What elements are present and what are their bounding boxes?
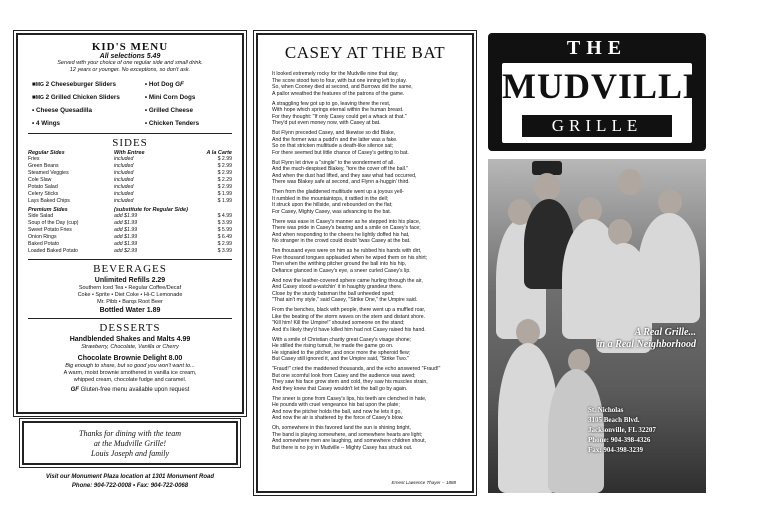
poem-stanza: The sneer is gone from Casey's lips, his teeth are clenched in hate, He pounds with cruel vengeance his bat upon the plate; And now the pitcher holds the ball, and now he lets it go, And now the air is shattered by the force of Casey's blow.	[272, 395, 427, 421]
side-row	[28, 241, 232, 248]
side-cell: included	[114, 191, 134, 197]
list-item: • Grilled Cheese	[144, 107, 193, 114]
side-cell: $ 2.99	[217, 156, 232, 162]
thanks-line: at the Mudville Grille!	[93, 439, 167, 448]
all-selections-price: All selections 5.49	[99, 53, 161, 60]
side-cell: $ 6.49	[217, 234, 232, 240]
bottled-water-price: Bottled Water 1.89	[99, 307, 161, 314]
side-cell: $ 2.29	[217, 177, 232, 183]
poem-stanza: A straggling few got up to go, leaving there the rest, With hope which springs eternal within the human breast. For they thought: "If only Casey could get a whack at that." They'd put even money now, with Casey at bat.	[272, 100, 407, 126]
side-cell: add $2.99	[114, 248, 138, 254]
poem-stanza: But Flynn preceded Casey, and likewise so did Blake, And the former was a pudd'n and the latter was a fake. So on that stricken multitude a death-like silence sat; For there seemed but little chance of Casey's getting to bat.	[272, 130, 409, 156]
poem-stanza: From the benches, black with people, there went up a muffled roar, Like the beating of the storm waves on the stern and distant shore. "Kill him! Kill the Umpire!" shouted someone on the stand; And it's likely they'd have killed him had not Casey raised his hand.	[272, 307, 426, 333]
side-cell: add $1.99	[114, 220, 138, 226]
logo-name: MUDVILLE	[502, 66, 709, 106]
player-head	[608, 219, 632, 245]
footer-address: Visit our Monument Plaza location at 1301 Monument Road	[45, 474, 215, 480]
logo-the: THE	[566, 37, 628, 59]
tagline	[597, 327, 696, 351]
poem-stanza: It looked extremely rocky for the Mudville nine that day; The score stood two to four, with but one inning left to play. So, when Cooney died at second, and Burrows did the same, A pallor wreathed the features of the patrons of the game.	[272, 71, 413, 97]
side-cell: Green Beans	[28, 163, 59, 169]
poem-box	[256, 33, 474, 493]
poem-stanza: But Flynn let drive a "single" to the wonderment of all. And the much-despised Blakey, "tore the cover off the ball." And when the dust had lifted, and they saw what had occurred, There was Blakey safe at second, and Flynn a-huggin' third.	[272, 159, 417, 185]
side-cell: $ 2.99	[217, 184, 232, 190]
divider	[28, 259, 232, 260]
player-head	[534, 173, 560, 201]
side-cell: included	[114, 156, 134, 162]
side-cell: Steamed Veggies	[28, 170, 69, 176]
side-cell: Lays Baked Chips	[28, 198, 70, 204]
player-head	[516, 319, 540, 345]
side-cell: $ 2.99	[217, 163, 232, 169]
side-cell: $ 4.99	[217, 213, 232, 219]
beverage-line: Coke • Sprite • Diet Coke • Hi-C Lemonade	[77, 292, 183, 298]
kids-note-2: 12 years or younger. No exceptions, so don't ask.	[69, 67, 191, 73]
side-row	[28, 248, 232, 255]
side-cell: add $1.99	[114, 227, 138, 233]
brownie-item: Chocolate Brownie Delight 8.00	[77, 355, 183, 362]
side-cell: add $1.99	[114, 241, 138, 247]
poem-stanza: There was ease in Casey's manner as he stepped into his place, There was pride in Casey's bearing and a smile on Casey's face; And when responding to the cheers he lightly doffed his hat, No stranger in the crowd could doubt 'twas Casey at the bat.	[272, 218, 421, 244]
address-block	[588, 405, 698, 455]
kids-note-1: Served with your choice of one regular side and small drink.	[57, 60, 203, 66]
shakes-flavors: Strawberry, Chocolate, Vanilla or Cherry	[81, 344, 179, 350]
menu-box	[16, 33, 244, 414]
side-cell: add $1.99	[114, 234, 138, 240]
regular-sides-list	[28, 156, 232, 205]
list-item: ■MG 2 Grilled Chicken Sliders	[32, 94, 120, 101]
side-cell: $ 3.99	[217, 248, 232, 254]
sides-header: Regular Sides With Entree A la Carte	[28, 150, 232, 156]
footer-phone: Phone: 904-722-0008 • Fax: 904-722-0068	[71, 483, 189, 489]
side-cell: Soup of the Day (cup)	[28, 220, 79, 226]
brownie-description: A warm, moist brownie smothered in vanilla ice cream,	[63, 370, 197, 376]
street-address: 3105 Beach Blvd.	[588, 416, 640, 424]
side-cell: included	[114, 177, 134, 183]
side-row	[28, 234, 232, 241]
desserts-title: DESSERTS	[99, 322, 161, 334]
list-item: • 4 Wings	[32, 120, 61, 127]
gluten-note: GF Gluten-free menu available upon request	[70, 387, 190, 393]
side-row	[28, 198, 232, 205]
side-row	[28, 177, 232, 184]
kids-panel	[16, 33, 244, 493]
side-cell: Cole Slaw	[28, 177, 52, 183]
side-row	[28, 156, 232, 163]
kids-menu-title: KID'S MENU	[91, 41, 169, 53]
brownie-description: Big enough to share, but so good you won't want to...	[65, 363, 195, 369]
poem-stanza: Ten thousand eyes were on him as he rubbed his hands with dirt, Five thousand tongues applauded when he wiped them on his shirt; Then when the writhing pitcher ground the ball into his hip, Defiance glanced in Casey's eye, a sneer curled Casey's lip.	[272, 248, 428, 274]
side-cell: included	[114, 198, 134, 204]
poem-title: CASEY AT THE BAT	[284, 43, 446, 62]
divider	[28, 318, 232, 319]
side-row	[28, 227, 232, 234]
phone-number: Phone: 904-398-4326	[588, 436, 651, 444]
side-cell: included	[114, 170, 134, 176]
brownie-description: whipped cream, chocolate fudge and caramel.	[73, 377, 187, 383]
divider	[28, 133, 232, 134]
side-cell: Loaded Baked Potato	[28, 248, 78, 254]
premium-header: Premium Sides (substitute for Regular Side)	[28, 207, 188, 213]
beverage-line: Southern Iced Tea • Regular Coffee/Decaf	[78, 285, 182, 291]
list-item: • Mini Corn Dogs	[144, 94, 196, 101]
team-photo	[488, 159, 706, 493]
poem-body	[272, 71, 458, 451]
side-cell: $ 1.99	[217, 191, 232, 197]
cover-panel	[488, 33, 709, 493]
poem-stanza: Oh, somewhere in this favored land the sun is shining bright, The band is playing somewhere, and somewhere hearts are light; And somewhere men are laughing, and somewhere children shout, But there is no joy in Mudville -- Mighty Casey has struck out.	[272, 425, 426, 451]
side-row	[28, 220, 232, 227]
poem-stanza: With a smile of Christian charity great Casey's visage shone; He stilled the rising tumult, he made the game go on. He signaled to the pitcher, and once more the spheroid flew; But Casey still ignored it, and the Umpire said, "Strike Two."	[272, 336, 412, 362]
side-cell: Baked Potato	[28, 241, 60, 247]
side-cell: $ 2.99	[217, 241, 232, 247]
sides-title: SIDES	[112, 137, 148, 149]
shakes-item: Handblended Shakes and Malts 4.99	[69, 336, 191, 343]
mudville-logo	[488, 33, 709, 151]
poem-stanza: Then from the gladdened multitude went up a joyous yell- It rumbled in the mountaintops, it rattled in the dell; It struck upon the hillside, and rebounded on the flat; For Casey, Mighty Casey, was advancing to the bat.	[272, 189, 404, 215]
side-row	[28, 184, 232, 191]
list-item: • Hot Dog GF	[144, 81, 184, 88]
player-head	[618, 169, 642, 195]
side-cell: add $1.99	[114, 213, 138, 219]
list-item: • Chicken Tenders	[144, 120, 200, 127]
thanks-line: Thanks for dining with the team	[79, 429, 181, 438]
premium-sides-list	[28, 213, 232, 255]
side-row	[28, 191, 232, 198]
tagline-line: in a Real Neighborhood	[596, 339, 696, 350]
side-cell: Potato Salad	[28, 184, 58, 190]
side-cell: $ 2.99	[217, 170, 232, 176]
list-item: ■MG 2 Cheeseburger Sliders	[32, 81, 116, 88]
kids-items	[32, 81, 232, 127]
logo-grille: GRILLE	[522, 115, 672, 137]
side-cell: $ 1.99	[217, 198, 232, 204]
side-cell: included	[114, 163, 134, 169]
side-cell: Sweet Potato Fries	[28, 227, 72, 233]
poem-author: Ernest Lawrence Thayer -- 1888	[391, 480, 456, 485]
side-row	[28, 170, 232, 177]
beverages-title: BEVERAGES	[93, 263, 167, 275]
side-cell: Side Salad	[28, 213, 54, 219]
poem-stanza: "Fraud!" cried the maddened thousands, and the echo answered "Fraud!" But one scornful look from Casey and the audience was awed; They saw his face grow stern and cold, they saw his muscles strain, And they knew that Casey wouldn't let the ball go by again.	[272, 366, 441, 392]
tagline-line: A Real Grille...	[634, 327, 696, 338]
side-cell: Onion Rings	[28, 234, 57, 240]
city-address: Jacksonville, FL 32207	[588, 426, 656, 434]
beverage-line: Mr. Pibb • Barqs Root Beer	[97, 299, 163, 305]
side-row	[28, 163, 232, 170]
location-footer	[16, 473, 244, 491]
poem-stanza: And now the leather-covered sphere came hurling through the air, And Casey stood a-watchin' it in haughty grandeur there. Close by the sturdy batsman the ball unheeded sped; "That ain't my style," said Casey, "Strike One," the Umpire said.	[272, 277, 423, 303]
player-head	[658, 189, 682, 215]
refills-price: Unlimited Refills 2.29	[94, 277, 166, 284]
side-cell: included	[114, 184, 134, 190]
side-row	[28, 213, 232, 220]
thanks-line: Louis Joseph and family	[91, 449, 169, 458]
location-name: St. Nicholas	[588, 406, 624, 414]
side-cell: Celery Sticks	[28, 191, 59, 197]
side-cell: Fries	[28, 156, 40, 162]
list-item: • Cheese Quesadilla	[32, 107, 92, 114]
side-cell: $ 5.99	[217, 227, 232, 233]
fax-number: Fax: 904-398-3239	[588, 446, 644, 454]
casey-panel	[256, 33, 474, 493]
logo-inner	[502, 63, 709, 143]
thanks-box	[22, 421, 238, 465]
side-cell: $ 3.99	[217, 220, 232, 226]
